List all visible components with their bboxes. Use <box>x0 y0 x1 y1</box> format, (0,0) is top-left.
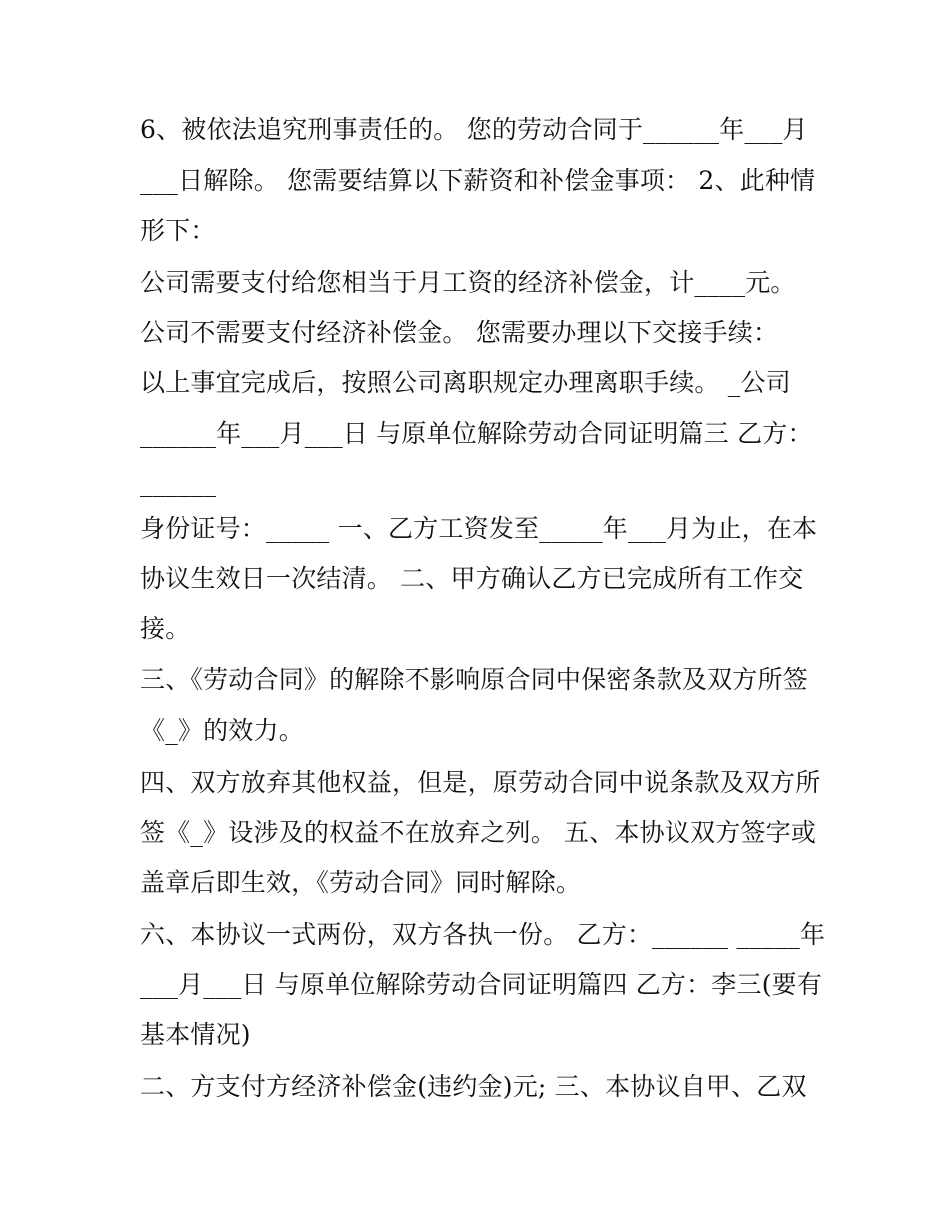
text-line: 接。 <box>140 614 191 643</box>
text-line: 四、双方放弃其他权益，但是，原劳动合同中说条款及双方所 <box>140 768 821 797</box>
text-line: 公司需要支付给您相当于月工资的经济补偿金，计____元。 <box>140 268 796 297</box>
text-line: 二、方支付方经济补偿金(违约金)元; 三、本协议自甲、乙双 <box>140 1072 807 1101</box>
text-line: 《_》的效力。 <box>140 716 304 745</box>
text-line: 协议生效日一次结清。 二、甲方确认乙方已完成所有工作交 <box>140 564 804 593</box>
text-line: ___日解除。 您需要结算以下薪资和补偿金事项： 2、此种情 <box>140 166 816 195</box>
text-line: 以上事宜完成后，按照公司离职规定办理离职手续。 _公司 <box>140 368 791 397</box>
text-line: 身份证号：_____ 一、乙方工资发至_____年___月为止，在本 <box>140 514 818 543</box>
text-line: 6、被依法追究刑事责任的。 您的劳动合同于______年___月 <box>140 115 808 144</box>
text-line: 签《_》设涉及的权益不在放弃之列。 五、本协议双方签字或 <box>140 818 817 847</box>
text-line: ___月___日 与原单位解除劳动合同证明篇四 乙方：李三(要有 <box>140 970 823 999</box>
text-line: 公司不需要支付经济补偿金。 您需要办理以下交接手续： <box>140 318 779 347</box>
text-line: 盖章后即生效，《劳动合同》同时解除。 <box>140 868 582 897</box>
text-line: 形下： <box>140 216 216 245</box>
text-line: 六、本协议一式两份，双方各执一份。 乙方：______ _____年 <box>140 920 826 949</box>
text-line: ______年___月___日 与原单位解除劳动合同证明篇三 乙方： <box>140 419 813 448</box>
text-line: ______ <box>140 468 217 497</box>
text-line: 基本情况) <box>140 1020 251 1049</box>
text-line: 三、《劳动合同》的解除不影响原合同中保密条款及双方所签 <box>140 665 808 694</box>
